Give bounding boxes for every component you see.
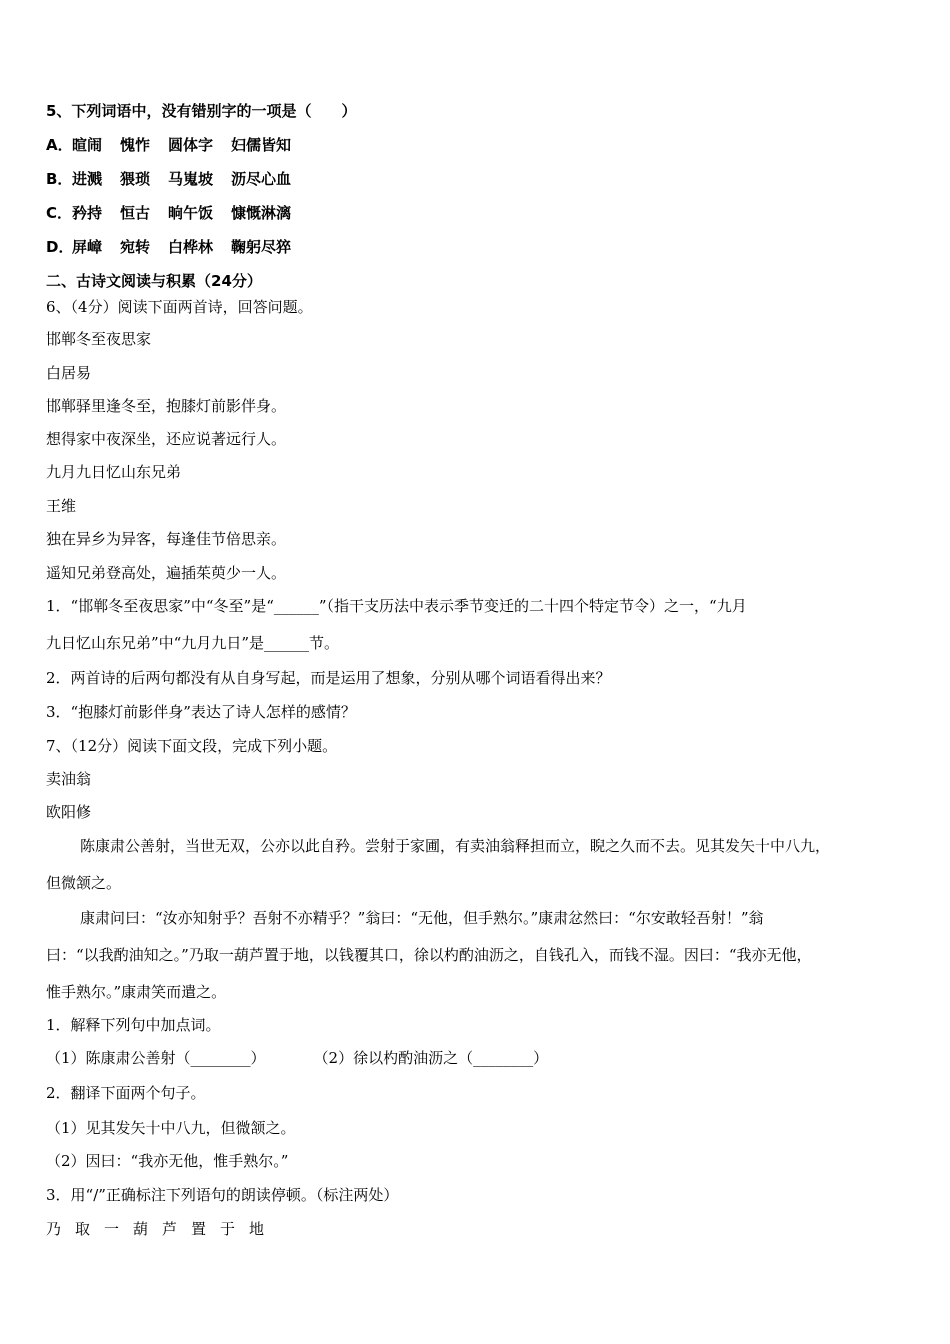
q7-sub1-item: （1）陈康肃公善射（________） bbox=[46, 1049, 266, 1067]
option-word: 沥尽心血 bbox=[231, 170, 292, 188]
poem1-title: 邯郸冬至夜思家 bbox=[46, 330, 152, 348]
poem1-line: 邯郸驿里逢冬至，抱膝灯前影伴身。 bbox=[46, 397, 287, 415]
poem2-title: 九月九日忆山东兄弟 bbox=[46, 463, 182, 481]
q6-sub1: 1．“邯郸冬至夜思家”中“冬至”是“______”（指干支历法中表示季节变迁的二十四个特定节令）之一，“九月 bbox=[46, 597, 747, 615]
q5-option-b bbox=[46, 169, 309, 189]
q5-option-d bbox=[46, 237, 309, 257]
option-word: 愧怍 bbox=[120, 136, 151, 154]
option-word: 宛转 bbox=[120, 238, 151, 256]
option-word: 屏嶂 bbox=[72, 238, 103, 256]
poem2-line: 遥知兄弟登高处，遍插茱萸少一人。 bbox=[46, 564, 287, 582]
q6-sub1-cont: 九日忆山东兄弟”中“九月九日”是______节。 bbox=[46, 634, 340, 652]
q7-sub1-item: （2）徐以杓酌油沥之（________） bbox=[313, 1049, 549, 1067]
option-word: 猥琐 bbox=[120, 170, 151, 188]
passage-paragraph: 康肃问曰：“汝亦知射乎？吾射不亦精乎？”翁曰：“无他，但手熟尔。”康肃忿然曰：“尔安敢轻吾射！”翁 bbox=[80, 909, 764, 927]
option-letter: B． bbox=[46, 170, 73, 188]
q7-stem: 7、（12分）阅读下面文段，完成下列小题。 bbox=[46, 737, 338, 755]
option-letter: D． bbox=[46, 238, 74, 256]
q7-sub3: 3．用“/”正确标注下列语句的朗读停顿。（标注两处） bbox=[46, 1186, 399, 1204]
q7-sub2: 2．翻译下面两个句子。 bbox=[46, 1084, 206, 1102]
passage-title: 卖油翁 bbox=[46, 770, 92, 788]
q6-stem: 6、（4分）阅读下面两首诗，回答问题。 bbox=[46, 298, 313, 316]
option-word: 慷慨淋漓 bbox=[231, 204, 292, 222]
q6-sub3: 3．“抱膝灯前影伴身”表达了诗人怎样的感情？ bbox=[46, 703, 356, 721]
poem2-line: 独在异乡为异客，每逢佳节倍思亲。 bbox=[46, 530, 287, 548]
passage-author: 欧阳修 bbox=[46, 803, 92, 821]
q7-sub2-item: （1）见其发矢十中八九，但微颔之。 bbox=[46, 1119, 296, 1137]
poem1-line: 想得家中夜深坐，还应说著远行人。 bbox=[46, 430, 287, 448]
q7-sub3-sentence: 乃取一葫芦置于地 bbox=[46, 1220, 279, 1238]
passage-paragraph-cont: 惟手熟尔。”康肃笑而遣之。 bbox=[46, 983, 227, 1001]
option-word: 妇儒皆知 bbox=[231, 136, 292, 154]
option-word: 圆体字 bbox=[168, 136, 214, 154]
option-word: 鞠躬尽猝 bbox=[231, 238, 292, 256]
q5-option-a bbox=[46, 135, 309, 155]
option-word: 恒古 bbox=[120, 204, 151, 222]
passage-paragraph-cont: 曰：“以我酌油知之。”乃取一葫芦置于地，以钱覆其口，徐以杓酌油沥之，自钱孔入，而钱不湿。因曰：“我亦无他， bbox=[46, 946, 812, 964]
passage-paragraph-cont: 但微颔之。 bbox=[46, 874, 122, 892]
q7-sub1: 1．解释下列句中加点词。 bbox=[46, 1016, 221, 1034]
poem2-author: 王维 bbox=[46, 497, 77, 515]
section-heading: 二、古诗文阅读与积累（24分） bbox=[46, 272, 262, 290]
poem1-author: 白居易 bbox=[46, 364, 92, 382]
option-letter: C． bbox=[46, 204, 73, 222]
option-word: 白桦林 bbox=[168, 238, 214, 256]
q7-sub2-item: （2）因曰：“我亦无他，惟手熟尔。” bbox=[46, 1152, 289, 1170]
passage-paragraph: 陈康肃公善射，当世无双，公亦以此自矜。尝射于家圃，有卖油翁释担而立，睨之久而不去。见其发矢十中八九， bbox=[80, 837, 831, 855]
q7-sub1-items bbox=[46, 1048, 548, 1068]
q5-stem: 5、下列词语中，没有错别字的一项是（ ） bbox=[46, 102, 357, 120]
q6-sub2: 2．两首诗的后两句都没有从自身写起，而是运用了想象，分别从哪个词语看得出来？ bbox=[46, 669, 611, 687]
option-word: 进溅 bbox=[72, 170, 103, 188]
option-word: 矜持 bbox=[72, 204, 103, 222]
option-word: 暄闹 bbox=[72, 136, 103, 154]
option-letter: A． bbox=[46, 136, 73, 154]
option-word: 马嵬坡 bbox=[168, 170, 214, 188]
option-word: 晌午饭 bbox=[168, 204, 214, 222]
q5-option-c bbox=[46, 203, 309, 223]
